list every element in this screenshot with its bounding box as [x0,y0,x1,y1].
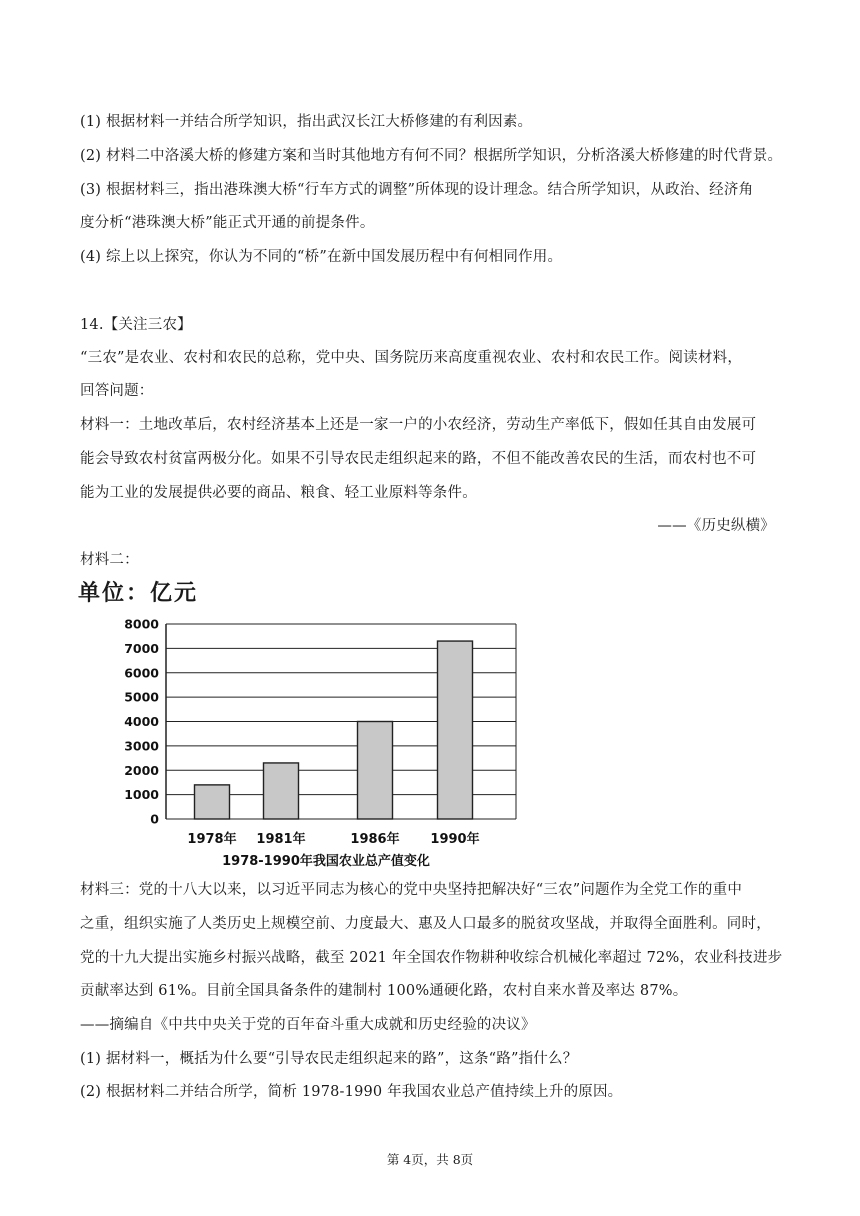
question-4: (4) 综上以上探究，你认为不同的“桥”在新中国发展历程中有何相同作用。 [80,249,563,265]
chart-unit-label: 单位：亿元 [78,581,199,606]
y-tick-label: 1000 [124,787,159,803]
agricultural-output-bar-chart [108,614,528,872]
y-tick-label: 2000 [124,762,159,778]
question-14-2: (2) 根据材料二并结合所学，简析 1978-1990 年我国农业总产值持续上升的原因。 [80,1084,623,1100]
y-tick-label: 5000 [124,689,159,705]
y-tick-label: 3000 [124,738,159,754]
section-heading: 14.【关注三农】 [80,317,192,333]
material-3-source: ——摘编自《中共中央关于党的百年奋斗重大成就和历史经验的决议》 [80,1017,536,1033]
question-14-1: (1) 据材料一，概括为什么要“引导农民走组织起来的路”，这条“路”指什么？ [80,1051,578,1067]
material-1-line-2: 能会导致农村贫富两极分化。如果不引导农民走组织起来的路，不但不能改善农民的生活，而农村也不可 [80,451,757,467]
material-3-line-4: 贡献率达到 61%。目前全国具备条件的建制村 100%通硬化路，农村自来水普及率达 87%。 [80,983,688,999]
question-3-line-1: (3) 根据材料三，指出港珠澳大桥“行车方式的调整”所体现的设计理念。结合所学知识，从政治、经济角 [80,182,754,198]
y-tick-label: 0 [150,811,159,827]
page-footer: 第 4页，共 8页 [386,1152,474,1167]
x-tick-label: 1990年 [430,832,480,847]
material-1-source: ——《历史纵横》 [657,518,775,534]
material-3-line-3: 党的十九大提出实施乡村振兴战略，截至 2021 年全国农作物耕种收综合机械化率超过 72%，农业科技进步 [80,950,783,966]
y-tick-label: 6000 [124,665,159,681]
x-tick-label: 1978年 [187,832,237,847]
material-1-line-3: 能为工业的发展提供必要的商品、粮食、轻工业原料等条件。 [80,485,477,501]
material-3-line-1: 材料三：党的十八大以来，以习近平同志为核心的党中央坚持把解决好“三农”问题作为全党工作的重中 [80,882,743,898]
question-2: (2) 材料二中洛溪大桥的修建方案和当时其他地方有何不同？根据所学知识，分析洛溪大桥修建的时代背景。 [80,148,783,164]
y-tick-label: 4000 [124,714,159,729]
x-tick-label: 1981年 [256,832,306,847]
chart-title: 1978-1990年我国农业总产值变化 [222,854,430,869]
bar [358,722,393,820]
bar [195,785,230,819]
bar [264,763,299,819]
y-tick-label: 7000 [124,640,159,656]
material-1-line-1: 材料一：土地改革后，农村经济基本上还是一家一户的小农经济，劳动生产率低下，假如任其自由发展可 [80,417,757,433]
material-3-line-2: 之重，组织实施了人类历史上规模空前、力度最大、惠及人口最多的脱贫攻坚战，并取得全面胜利。同时， [80,916,771,932]
intro-line-1: “三农”是农业、农村和农民的总称，党中央、国务院历来高度重视农业、农村和农民工作。阅读材料， [80,350,743,366]
y-tick-label: 8000 [124,616,159,632]
question-3-line-2: 度分析“港珠澳大桥”能正式开通的前提条件。 [80,215,375,231]
bar [438,641,473,819]
intro-line-2: 回答问题： [80,383,154,399]
material-2-label: 材料二： [80,552,139,568]
question-1: (1) 根据材料一并结合所学知识，指出武汉长江大桥修建的有利因素。 [80,114,533,130]
x-tick-label: 1986年 [350,832,400,847]
